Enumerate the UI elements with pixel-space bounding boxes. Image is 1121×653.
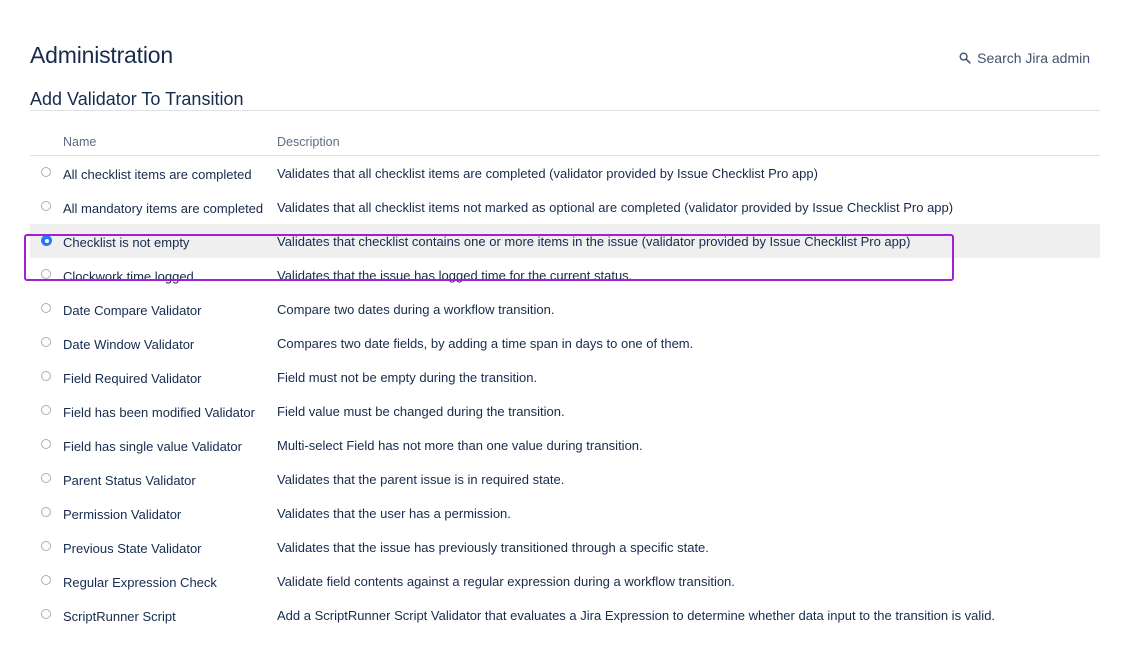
table-row[interactable] xyxy=(30,428,1100,462)
validator-description: Field must not be empty during the transition. xyxy=(277,370,538,385)
column-header-name: Name xyxy=(63,135,97,149)
table-header xyxy=(30,130,1100,156)
validator-description: Add a ScriptRunner Script Validator that evaluates a Jira Expression to determine whether data input to the transition is valid. xyxy=(277,608,996,623)
validator-name[interactable]: All checklist items are completed xyxy=(63,167,252,182)
validator-name[interactable]: Field has been modified Validator xyxy=(63,405,255,420)
radio-button[interactable] xyxy=(41,201,51,211)
validator-name[interactable]: Checklist is not empty xyxy=(63,235,190,250)
validator-description: Field value must be changed during the transition. xyxy=(277,404,565,419)
table-row[interactable] xyxy=(30,394,1100,428)
validator-name[interactable]: ScriptRunner Script xyxy=(63,609,176,624)
validator-description: Validates that the issue has previously transitioned through a specific state. xyxy=(277,540,709,555)
validator-description: Compare two dates during a workflow transition. xyxy=(277,302,555,317)
validator-name[interactable]: Field Required Validator xyxy=(63,371,202,386)
radio-button[interactable] xyxy=(41,439,51,449)
radio-button[interactable] xyxy=(41,337,51,347)
table-row[interactable] xyxy=(30,326,1100,360)
validator-description: Validates that the issue has logged time for the current status. xyxy=(277,268,633,283)
validator-name[interactable]: Date Window Validator xyxy=(63,337,195,352)
validator-description: Multi-select Field has not more than one value during transition. xyxy=(277,438,643,453)
table-row[interactable] xyxy=(30,190,1100,224)
table-row[interactable] xyxy=(30,258,1100,292)
table-row[interactable] xyxy=(30,462,1100,496)
validator-name[interactable]: Parent Status Validator xyxy=(63,473,196,488)
radio-button[interactable] xyxy=(41,575,51,585)
radio-button[interactable] xyxy=(41,371,51,381)
search-jira-admin-link[interactable] xyxy=(959,50,1090,66)
radio-button-checked[interactable] xyxy=(41,235,52,246)
radio-button[interactable] xyxy=(41,507,51,517)
section-title: Add Validator To Transition xyxy=(30,89,244,109)
radio-button[interactable] xyxy=(41,269,51,279)
table-row[interactable] xyxy=(30,598,1100,632)
validator-name[interactable]: Previous State Validator xyxy=(63,541,202,556)
validators-table xyxy=(30,130,1100,632)
validator-name[interactable]: Regular Expression Check xyxy=(63,575,217,590)
validator-name[interactable]: Permission Validator xyxy=(63,507,182,522)
search-icon xyxy=(959,52,971,64)
validator-name[interactable]: Clockwork time logged xyxy=(63,269,194,284)
radio-button[interactable] xyxy=(41,167,51,177)
section-divider xyxy=(30,110,1100,111)
validator-name[interactable]: All mandatory items are completed xyxy=(63,201,264,216)
radio-button[interactable] xyxy=(41,541,51,551)
page-title: Administration xyxy=(30,42,173,68)
validator-name[interactable]: Field has single value Validator xyxy=(63,439,242,454)
validator-description: Validates that the parent issue is in required state. xyxy=(277,472,565,487)
column-header-description: Description xyxy=(277,135,340,149)
table-row[interactable] xyxy=(30,496,1100,530)
table-row[interactable] xyxy=(30,292,1100,326)
validator-description: Validates that the user has a permission. xyxy=(277,506,511,521)
validator-description: Validates that all checklist items are completed (validator provided by Issue Checklist Pro app) xyxy=(277,166,818,181)
radio-button[interactable] xyxy=(41,473,51,483)
radio-button[interactable] xyxy=(41,405,51,415)
radio-button[interactable] xyxy=(41,609,51,619)
table-row-selected[interactable] xyxy=(30,224,1100,258)
table-row[interactable] xyxy=(30,156,1100,190)
validator-description: Validates that checklist contains one or more items in the issue (validator provided by Issue Checklist Pro app) xyxy=(277,234,911,249)
validator-description: Validates that all checklist items not marked as optional are completed (validator provided by Issue Checklist Pro app) xyxy=(277,200,954,215)
table-row[interactable] xyxy=(30,530,1100,564)
search-jira-admin-label[interactable]: Search Jira admin xyxy=(977,50,1090,66)
validator-name[interactable]: Date Compare Validator xyxy=(63,303,202,318)
table-row[interactable] xyxy=(30,360,1100,394)
validator-description: Compares two date fields, by adding a time span in days to one of them. xyxy=(277,336,694,351)
validator-description: Validate field contents against a regular expression during a workflow transition. xyxy=(277,574,735,589)
radio-button[interactable] xyxy=(41,303,51,313)
table-row[interactable] xyxy=(30,564,1100,598)
